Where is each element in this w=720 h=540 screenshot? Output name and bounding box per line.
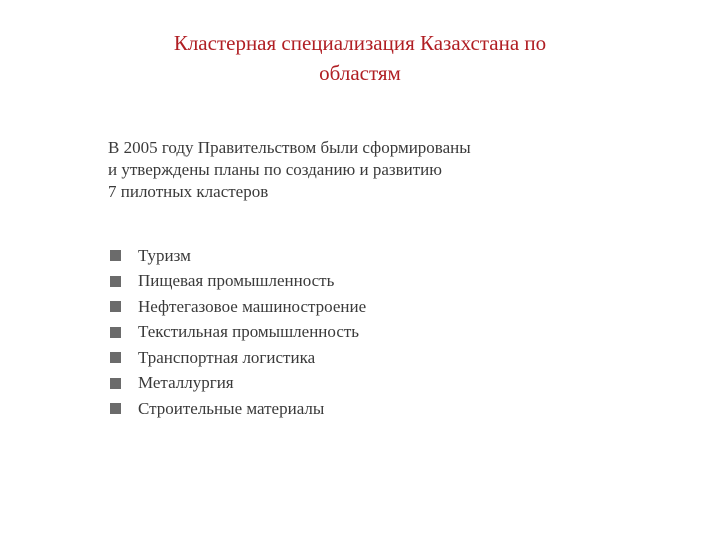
- slide-title: [100, 28, 620, 88]
- list-item: [110, 345, 366, 371]
- list-item-label: Туризм: [138, 245, 191, 265]
- square-bullet-icon: [110, 250, 121, 261]
- square-bullet-icon: [110, 327, 121, 338]
- intro-paragraph: [108, 137, 628, 203]
- square-bullet-icon: [110, 378, 121, 389]
- list-item: [110, 243, 366, 269]
- slide-title-line-2: областям: [319, 61, 401, 85]
- list-item: [110, 294, 366, 320]
- intro-line: 7 пилотных кластеров: [108, 182, 269, 201]
- intro-line: и утверждены планы по созданию и развитию: [108, 160, 442, 179]
- square-bullet-icon: [110, 276, 121, 287]
- list-item-label: Пищевая промышленность: [138, 271, 335, 291]
- list-item-label: Нефтегазовое машиностроение: [138, 296, 367, 316]
- list-item-label: Текстильная промышленность: [138, 322, 360, 342]
- slide-title-line-1: Кластерная специализация Казахстана по: [173, 31, 547, 55]
- square-bullet-icon: [110, 301, 121, 312]
- intro-line: В 2005 году Правительством были сформированы: [108, 138, 471, 157]
- cluster-list: [110, 243, 366, 422]
- list-item: [110, 371, 366, 397]
- list-item-label: Строительные материалы: [138, 398, 325, 418]
- list-item: [110, 396, 366, 422]
- list-item: [110, 320, 366, 346]
- list-item-label: Транспортная логистика: [138, 347, 316, 367]
- square-bullet-icon: [110, 352, 121, 363]
- list-item: [110, 269, 366, 295]
- list-item-label: Металлургия: [138, 373, 234, 393]
- square-bullet-icon: [110, 403, 121, 414]
